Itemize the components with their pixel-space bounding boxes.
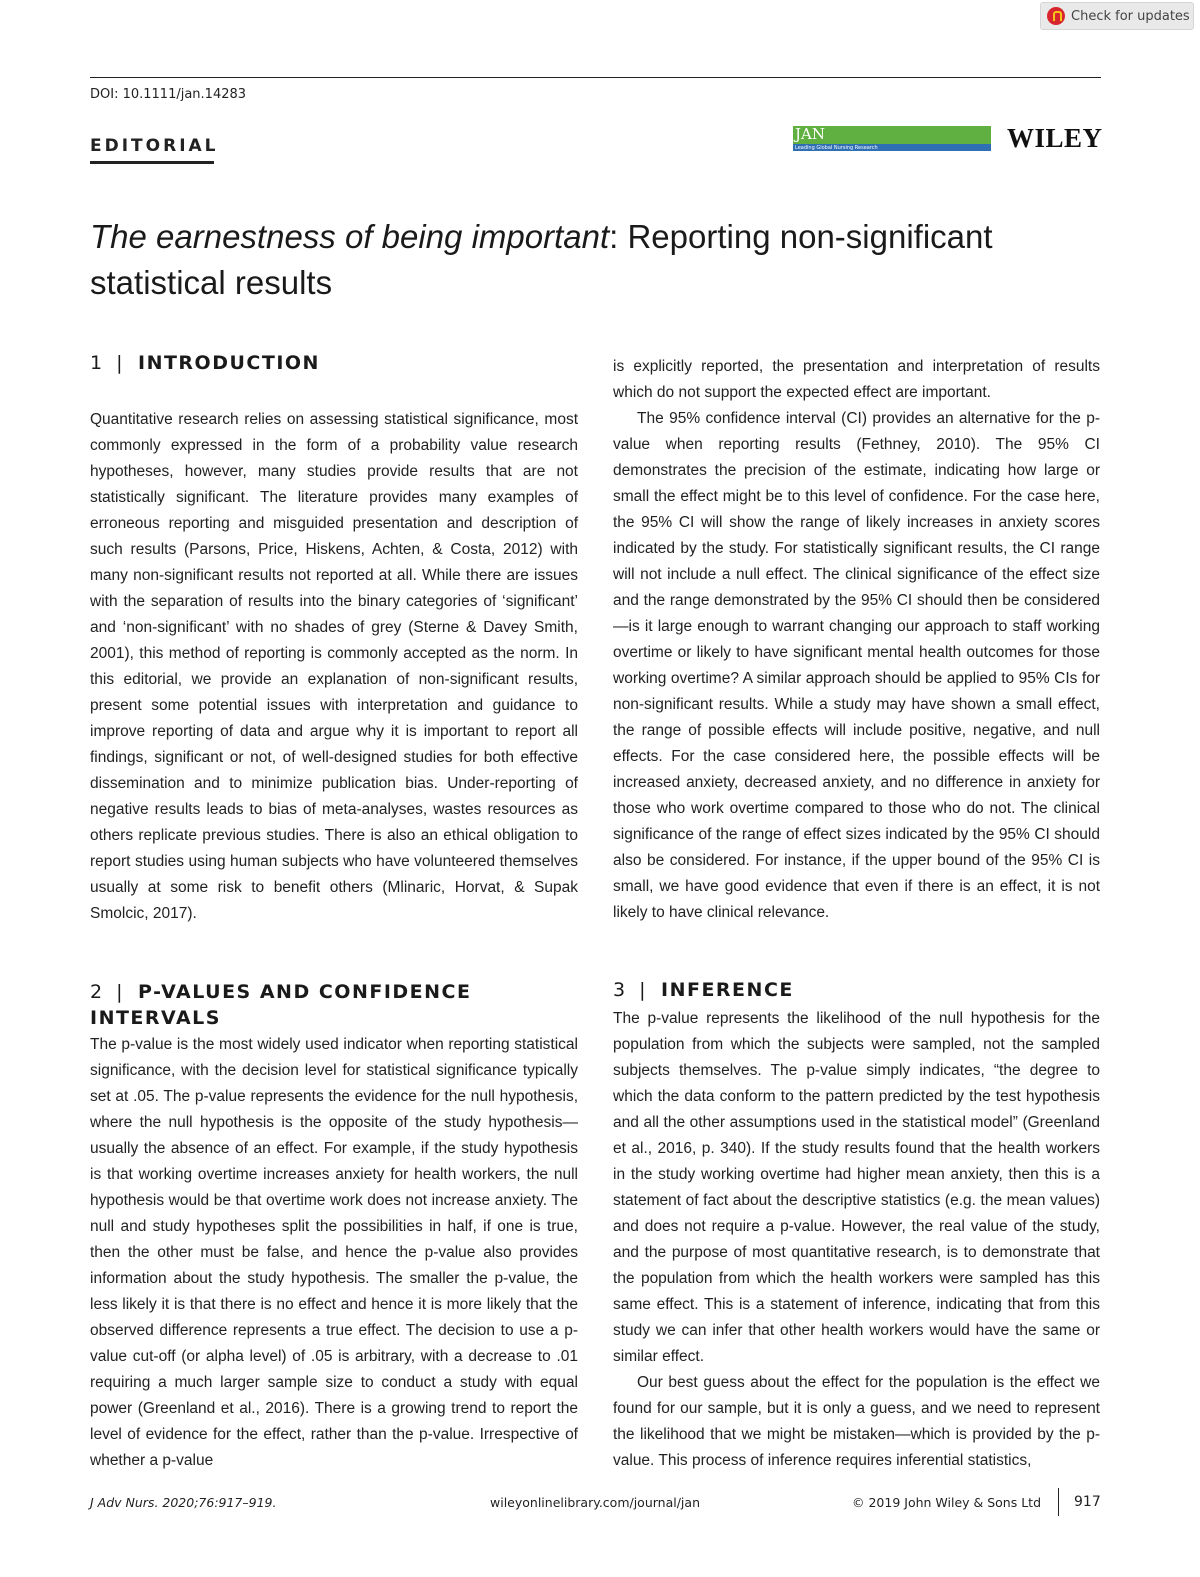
section-divider: | (116, 352, 124, 374)
section-divider: | (116, 981, 124, 1003)
paragraph: The p-value is the most widely used indicator when reporting statistical significance, with the decision level for statistical significance typically set at .05. The p-value represents the evidence for the null hypothesis, where the null hypothesis is the opposite of the study hypothesis—usually the absence of an effect. For example, if the study hypothesis is that working overtime increases anxiety for health workers, the null hypothesis would be that overtime work does not increase anxiety. The null and study hypotheses split the possibilities in half, if one is true, then the other must be false, and hence the p-value also provides information about the study hypothesis. The smaller the p-value, the less likely it is that there is no effect and hence it is more likely that the observed difference represents a true effect. The decision to use a p-value cut-off (or alpha level) of .05 is arbitrary, with a decrease to .01 requiring a much larger sample size to conduct a study with equal power (Greenland et al., 2016). There is a growing trend to report the level of evidence for the effect, rather than the p-value. Irrespective of whether a p-value (90, 1036, 578, 1469)
paragraph: Quantitative research relies on assessing statistical significance, most commonly expressed in the form of a probability value research hypotheses, however, many studies provide results that are not statistically significant. The literature provides many examples of erroneous reporting and misguided presentation and description of such results (Parsons, Price, Hiskens, Achten, & Costa, 2012) with many non-significant results not reported at all. While there are issues with the separation of results into the binary categories of ‘significant’ and ‘non-significant’ with no shades of grey (Sterne & Davey Smith, 2001), this method of reporting is commonly accepted as the norm. In this editorial, we provide an explanation of non-significant results, present some potential issues with interpretation and guidance to improve reporting of data and argue why it is important to report all findings, significant or not, of well-designed studies for both effective dissemination and to minimize publication bias. Under-reporting of negative results leads to bias of meta-analyses, wastes resources as others replicate previous studies. There is also an ethical obligation to report studies using human subjects who have volunteered themselves usually at some risk to benefit others (Mlinaric, Horvat, & Supak Smolcic, 2017). (90, 411, 578, 922)
inference-body (613, 1006, 1100, 1474)
title-main-part: : Reporting non-significant statistical results (90, 218, 993, 301)
paragraph: The p-value represents the likelihood of the null hypothesis for the population from which the subjects were sampled, not the sampled subjects themselves. The p-value simply indicates, “the degree to which the data conform to the pattern predicted by the test hypothesis and all the other assumptions used in the statistical model” (Greenland et al., 2016, p. 340). If the study results found that the health workers in the study working overtime had higher mean anxiety, then this is a statement of fact about the descriptive statistics (e.g. the mean values) and does not require a p-value. However, the real value of the study, and the purpose of most quantitative research, is to demonstrate that the population from which the health workers were sampled has this same effect. This is a statement of inference, indicating that from this study we can infer that other health workers would have the same or similar effect. (613, 1010, 1100, 1365)
section-divider: | (639, 979, 647, 1001)
doi: DOI: 10.1111/jan.14283 (90, 87, 247, 102)
publisher-logo: WILEY (1007, 123, 1103, 153)
section-number: 2 (90, 981, 103, 1003)
section-heading-introduction (90, 352, 320, 374)
section-title: INTRODUCTION (138, 352, 320, 374)
page-number: 917 (1074, 1494, 1101, 1510)
paragraph: is explicitly reported, the presentation and interpretation of results which do not support the expected effect are important. (613, 358, 1100, 401)
section-title: INFERENCE (661, 979, 794, 1001)
section-title: P-VALUES AND CONFIDENCE INTERVALS (90, 981, 472, 1029)
logo-subtext: Leading Global Nursing Research (795, 145, 878, 151)
footer-copyright: © 2019 John Wiley & Sons Ltd (852, 1495, 1042, 1510)
footer-separator (1058, 1488, 1059, 1516)
check-for-updates-label: Check for updates (1071, 8, 1190, 24)
section-heading-inference (613, 979, 794, 1001)
section-heading-p-values (90, 979, 570, 1031)
footer-citation: J Adv Nurs. 2020;76:917–919. (90, 1495, 277, 1510)
check-for-updates-button[interactable] (1040, 2, 1194, 30)
title-italic-part: The earnestness of being important (90, 218, 610, 255)
jan-journal-logo (793, 126, 991, 151)
logo-text: JAN (795, 125, 825, 143)
section-type-label: EDITORIAL (90, 136, 219, 156)
footer-url-link[interactable]: wileyonlinelibrary.com/journal/jan (490, 1495, 700, 1510)
paragraph: Our best guess about the effect for the population is the effect we found for our sample, but it is only a guess, and we need to represent the likelihood that we might be mistaken—which is provided by the p-value. This process of inference requires inferential statistics, (613, 1374, 1100, 1469)
section-type-underline (90, 161, 214, 164)
section-number: 1 (90, 352, 103, 374)
crossmark-icon (1047, 7, 1065, 25)
introduction-body (90, 407, 578, 927)
section-number: 3 (613, 979, 626, 1001)
right-column-body (613, 354, 1100, 926)
article-title (90, 214, 1090, 306)
paragraph: The 95% confidence interval (CI) provides an alternative for the p-value when reporting results (Fethney, 2010). The 95% CI demonstrates the precision of the estimate, indicating how large or small the effect might be to this level of confidence. For the case here, the 95% CI will show the range of likely increases in anxiety scores indicated by the study. For statistically significant results, the CI range will not include a null effect. The clinical significance of the effect size and the range demonstrated by the 95% CI should then be considered—is it large enough to warrant changing our approach to staff working overtime or likely to have significant mental health outcomes for those working overtime? A similar approach should be applied to 95% CIs for non-significant results. While a study may have shown a small effect, the range of possible effects will include positive, negative, and null effects. For the case considered here, the possible effects will be increased anxiety, decreased anxiety, and no difference in anxiety for those who work overtime compared to those who do not. The clinical significance of the range of effect sizes indicated by the 95% CI should also be considered. For instance, if the upper bound of the 95% CI is small, we have good evidence that even if there is an effect, it is not likely to have clinical relevance. (613, 410, 1100, 921)
p-values-body (90, 1032, 578, 1474)
header-rule (90, 77, 1101, 78)
